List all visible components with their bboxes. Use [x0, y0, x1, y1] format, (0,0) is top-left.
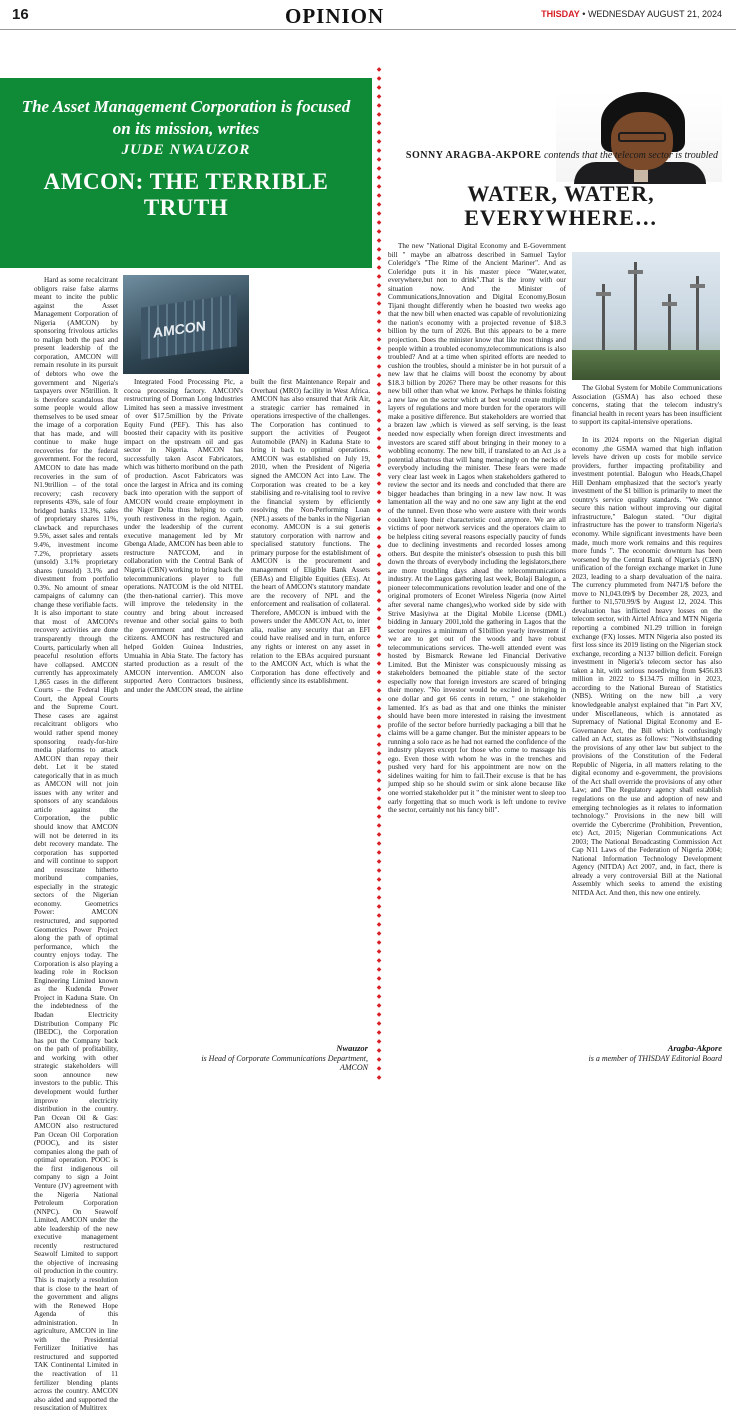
left-sig-role: is Head of Corporate Communications Department, AMCON	[201, 1053, 368, 1072]
right-column-1	[388, 242, 566, 1042]
right-col1-text: The new "National Digital Economy and E-Government bill " maybe an albatross described in Samuel Taylor Coleridge's "The Rime of the Ancient Mariner". And as Coleridge puts it in his master piece "Water,water, everywhere,but non to drink".That is the irony with our situation now. And the Minister of Communications,Innovation and Digital Economy,Bosun Tijani thought differently when he boasted two weeks ago that the new bill when enacted was capable of revolutionizing the nation's economy with a projected revenue of $18.3 billion by the turn of 2026. But this appears to be a mere projection. Does the minister know that like most things and people within a troubled economy,telecommunications is also troubled? And at a time when spirited efforts are needed to cushion the troubles, should a minister be in hot pursuit of a new law that he claims will boost the economy by about $18.3 billion by 2026? There may be other reasons for this new bill other than what we know. Perhaps he thinks foisting a new law on the sector which at best would create multiple layers of regulations and more burden for the operators will make a positive difference. But stakeholders are worried that a brazen law ,which is viewed as self serving, is the least needed now especially when foreign direct investments and investors are scared stiff about bringing in their money to a wobbling economy. The new bill, if translated to an Act ,is a potential albatross that will hang menacingly on the necks of everybody including the minister. These fears were made very clear last week in Lagos when stakeholders gathered to review the sector and its needs and concluded that there are bigger headaches than bringing in a new law now. It was lamentation all the way and no one saw any light at the end of the tunnel. Even those who were austere with their words couldn't keep their characteristic cool anymore. We are all victims of poor network services and the operators claim to be helpless citing several reasons especially paucity of funds due to declining investments and recorded losses among others. But despite the minister's obsession to push this bill down the throats of everybody including the legislators,there are more troubling days ahead the telecommunications industry. At the Lagos gathering last week, Bolaji Balogun, a pioneer telecommunications revolution leader and one of the original promoters of Econet Wireless Nigeria (now Airtel after several name changes),who worked side by side with Strive Masiyiwa at the Digital Mobile License (DML) bidding in January 2001,told the gathering in Lagos that the sector requires a minimum of $1billion yearly investment if we are to get out of the woods and have robust telecommunications services. The-well attended event was hosted by Bismarck Rewane led Financial Derivative Limited. But the Minister was conspicuously missing as stakeholders bemoaned the pitiable state of the sector especially now that foreign investors are scared of bringing their money. "No investor would be excited in bringing in one dollar and get 66 cents in return, " one stakeholder lamented. It's as bad as that and one thinks the minister should have been more interested in raising the investment profile of the sector before hurriedly packaging a bill that he claims will be a game changer. But the minister appears to be running a solo race as he had not earned the confidence of the industry players except for those who come to massage his ego. Even those with whom he was in the trenches and pushed very hard for his appointment are now on the sidelines waiting for him to fail.Their excuse is that he has jumped ship so he should swim or sink alone because like one worried stakeholder put it " the minister went to sleep too early forgetting that so much work is left undone to revive the sector, certainly not his fancy bill".	[388, 242, 566, 815]
left-signature	[200, 1044, 368, 1073]
author-portrait	[556, 92, 722, 182]
page-header	[0, 0, 736, 30]
amcon-building-photo	[123, 275, 249, 374]
left-sig-name: Nwauzor	[336, 1043, 368, 1053]
left-strap: The Asset Management Corporation is focused on its mission, writes	[21, 97, 351, 139]
right-author-name: SONNY ARAGBA-AKPORE	[405, 150, 542, 161]
right-col2-top	[572, 384, 722, 434]
amcon-sign: AMCON	[153, 317, 206, 341]
right-column-2	[572, 436, 722, 1036]
left-byline: JUDE NWAUZOR	[121, 142, 251, 159]
left-title: AMCON: THE TERRIBLE TRUTH	[43, 169, 329, 220]
right-col2-top-text: The Global System for Mobile Communications Association (GSMA) has also echoed these concerns, stating that the telecom industry's financial health in recent years has been insufficient to support its capital-intensive operations.	[572, 384, 722, 427]
right-sig-name: Aragba-Akpore	[667, 1043, 722, 1053]
portrait-glasses	[618, 132, 666, 142]
right-strap-text: contends that the telecom sector is troubled	[543, 150, 718, 161]
treeline	[572, 350, 720, 380]
right-strap	[400, 150, 718, 162]
section-logo	[285, 4, 384, 29]
right-signature	[560, 1044, 722, 1063]
left-col1-text: Hard as some recalcitrant obligors raise false alarms meant to incite the public against the Asset Management Corporation of Nigeria (AMCON) by sponsoring frivolous articles to malign both the past and present leadership of the corporation, AMCON will remain resolute in its pursuit of debtors who owe the government and Nigeria's taxpayers over N5trillion. It is therefore scandalous that some people would allow themselves to be used smear the image of a corporation that has made, and will continue to make huge recoveries for the federal government. For the record, AMCON to date has made recoveries in the sum of N1.9trillion – of the total recovery; cash recovery represents 43%, sale of four bridged banks 13.3%, sales of proprietary shares 11%, clawback and repurchases 9.5%, asset sales and rentals 9.4%, investment income 7.2%, proprietary assets (unsold) 3.1% proprietary shares (unsold) 3.1% and divestment from portfolio 0.3%. No amount of smear campaigns of calumny can change these verifiable facts. It is also important to state that most of AMCON's recovery activities are done transparently through the Courts, particularly when all peaceful resolution efforts have collapsed. AMCON currently has approximately 1,865 cases in the different Courts – the Federal High Court, the Appeal Courts and the Supreme Court. These cases are against recalcitrant obligors who would rather spend money sponsoring ready-for-hire media platforms to attack AMCON than repay their debt. Let it be stated categorically that in as much as AMCON will not join issues with any writer and sponsors of any scandalous article against the Corporation, the public should know that AMCON will not be deterred in its debt recovery mandate. The corporation has supported and will continue to support and resuscitate hitherto moribund companies, especially in the strategic sectors of the Nigerian economy. Geometrics Power: AMCON restructured, and supported Geometrics Power Project along the path of optimal performance, which the country enjoys today. The Corporation is also playing a leading role in Rockson Engineering Limited known as the Kudenda Power Project in Kaduna State. On the indebtedness of the Ibadan Electricity Distribution Company Plc (IBEDC), the Corporation has put the Company back on the path of profitability, and working with other strategic stakeholders will soon announce new investors to the public. This development would further improve electricity distribution in the country. Pan Ocean Oil & Gas: AMCON also restructured Pan Ocean Oil Corporation (POOC), and its sister companies along the path of optimal operation. POOC is the first indigenous oil company to sign a Joint Venture (JV) agreement with the Nigeria National Petroleum Corporation (NNPC). On Seawolf Limited, AMCON under the able leadership of the new executive management recently restructured Seawolf Limited to support the objective of increasing oil production in the country. This is majorly a resolution that is close to the heart of the government and aligns with the Renewed Hope Agenda of this administration. In agriculture, AMCON in line with the Presidential Fertilizer Initiative has restructured and supported TAK Continental Limited in the reactivation of 11 fertilizer blending plants across the country. AMCON also aided and supported the resuscitation of Multitrex	[34, 276, 118, 1413]
left-article-header	[0, 78, 372, 268]
telecom-towers-photo	[572, 252, 720, 380]
right-title: WATER, WATER, EVERYWHERE…	[464, 181, 658, 230]
right-col2-text: In its 2024 reports on the Nigerian digital economy ,the GSMA warned that high inflation levels have driven up costs for mobile service providers, further impacting profitability and investment potential. Balogun who Heads,Chapel Hill Denham emphasized that the sector's yearly investment of the $1 billion is primarily to meet the country's service quality standards. "We cannot secure this nation without improving our digital infrastructure," Balogun stated. "Our digital infrastructure has the power to transform Nigeria's economy. While significant investments have been made, much more work remains and this requires more funds ". The economic downturn has been worsened by the Central Bank of Nigeria's (CBN) unification of the foreign exchange market in June 2023, leading to a sharp devaluation of the naira. The currency plummeted from N471/$ before the move to N1,043.09/$ by December 28, 2023, and further to N1,570.99/$ by August 12, 2024. This devaluation has inflicted heavy losses on the telecom sector, with Airtel Africa and MTN Nigeria reporting a combined N1.29 trillion in foreign exchange (FX) losses. MTN Nigeria also posted its first loss since its 2019 listing on the Nigerian stock exchange, recording a N137 billion deficit. Foreign investment in Nigeria's telecom sector has also taken a hit, with serious nosediving from $456.83 million in 2022 to $134.75 million in 2023, according to the National Bureau of Statistics (NBS). Writing on the new bill ,a very knowledgeable analyst explained that "in Part XV, under Miscellaneous, which is annotated as Supremacy of National Digital Economy and E-Governance Act, the Bill which is confusingly called an Act, states as follows: "Notwithstanding the provisions of any other law but subject to the provisions of the Constitution of the Federal Republic of Nigeria, in all matters relating to the digital economy and e-government, the provisions of the Act shall override the provisions of any other Law; and The Regulatory agency shall establish regulations on the use and adoption of new and emerging technologies as it relates to information technology." Provisions in the new bill will override the Cybercrime (Prohibition, Prevention, etc) Act, 2015; Nigerian Communications Act 2003; The National Broadcasting Commission Act Cap N11 Laws of the Federation of Nigeria 2004; National Information Technology Development Agency (NITDA) Act 2007, and, in fact, there is already a very controversial Bill at the National Assembly which seeks to amend the existing NITDA Act. And then, this new one entirely.	[572, 436, 722, 897]
left-column-2	[124, 378, 370, 1038]
left-col2-text: Integrated Food Processing Plc, a cocoa processing factory. AMCON's restructuring of Dorman Long Industries Limited has seen a massive investment of over $17.5million by the Private Equity Fund (PEF). This has also boosted their capacity with its positive impact on the upstream oil and gas sector in Nigeria. AMCON has successfully taken Ascot Fabricators, which was hitherto moribund on the path of production. Ascot Fabricators was once the largest in Africa and its coming back into operation with the support of AMCON would create employment in the Niger Delta thus helping to curb youth restiveness in the region. Again, under the leadership of the current executive management led by Mr Gbenga Alade, AMCON has been able to restructure NATCOM, and in collaboration with the Central Bank of Nigeria (CBN) working to bring back the telecommunications player to full operations. NATCOM is the old NITEL (the then-national carrier). This move will improve the teledensity in the country and bring about increased revenue and other social gains to both the government and the Nigerian citizens. AMCON has restructured and helped Golden Guinea Industries, Umuahia in Abia State. The factory has started production as a result of the AMCON intervention. AMCON also supported Aero Contractors business, and under the AMCON stead, the airline built the first Maintenance Repair and Overhaul (MRO) facility in West Africa. AMCON has also ensured that Arik Air, a strategic carrier has remained in operations irrespective of the challenges. The Corporation has continued to support the activities of Peugeot Automobile (PAN) in Kaduna State to bring it back to optimal operations. AMCON was established on July 19, 2010, when the President of Nigeria signed the AMCON Act into Law. The Corporation was created to be a key stabilising and re-vitalising tool to revive the financial system by efficiently resolving the Non-Performing Loan (NPL) assets of the banks in the Nigerian economy. AMCON is a sui generis statutory corporation with narrow and specialised statutory functions. The primary purpose for the establishment of AMCON is the procurement and management of Eligible Bank Assets (EBAs) and Eligible Equities (EEs). At the heart of AMCON's statutory mandate are the recovery of NPL and the enforcement and realisation of collateral. Therefore, AMCON is imbued with the powers under the AMCON Act, to, inter alia, realise any security that an EFI could have realised and in turn, enforce any rights or interest on any asset in relation to the EBAs acquired pursuant to the AMCON Act, which is what the Corporation has done effectively and efficiently since its establishment.	[124, 378, 370, 694]
right-sig-role: is a member of THISDAY Editorial Board	[588, 1053, 722, 1063]
issue-date: WEDNESDAY AUGUST 21, 2024	[587, 9, 722, 19]
masthead: THISDAY • WEDNESDAY AUGUST 21, 2024	[541, 9, 722, 19]
column-divider: ◆ ◆ ◆ ◆ ◆ ◆ ◆ ◆ ◆ ◆ ◆ ◆ ◆ ◆ ◆ ◆ ◆ ◆ ◆ ◆ ◆ ◆ ◆ ◆ ◆ ◆ ◆ ◆ ◆ ◆ ◆ ◆ ◆ ◆ ◆ ◆ ◆ ◆ ◆ ◆ ◆ ◆ ◆ ◆ ◆ ◆ ◆ ◆ ◆ ◆ ◆ ◆ ◆ ◆ ◆ ◆ ◆ ◆ ◆ ◆ ◆ ◆ ◆ ◆ ◆ ◆ ◆ ◆ ◆ ◆ ◆ ◆ ◆ ◆ ◆ ◆ ◆ ◆ ◆ ◆ ◆ ◆ ◆ ◆ ◆ ◆ ◆ ◆ ◆ ◆ ◆ ◆ ◆ ◆ ◆ ◆ ◆ ◆ ◆ ◆ ◆ ◆ ◆ ◆ ◆ ◆ ◆ ◆ ◆ ◆ ◆ ◆ ◆	[376, 67, 382, 1081]
page-number: 16	[12, 6, 29, 23]
section-logo-text: OPINION	[285, 4, 385, 28]
left-column-1	[34, 276, 118, 1413]
paper-name: THISDAY	[541, 9, 580, 19]
